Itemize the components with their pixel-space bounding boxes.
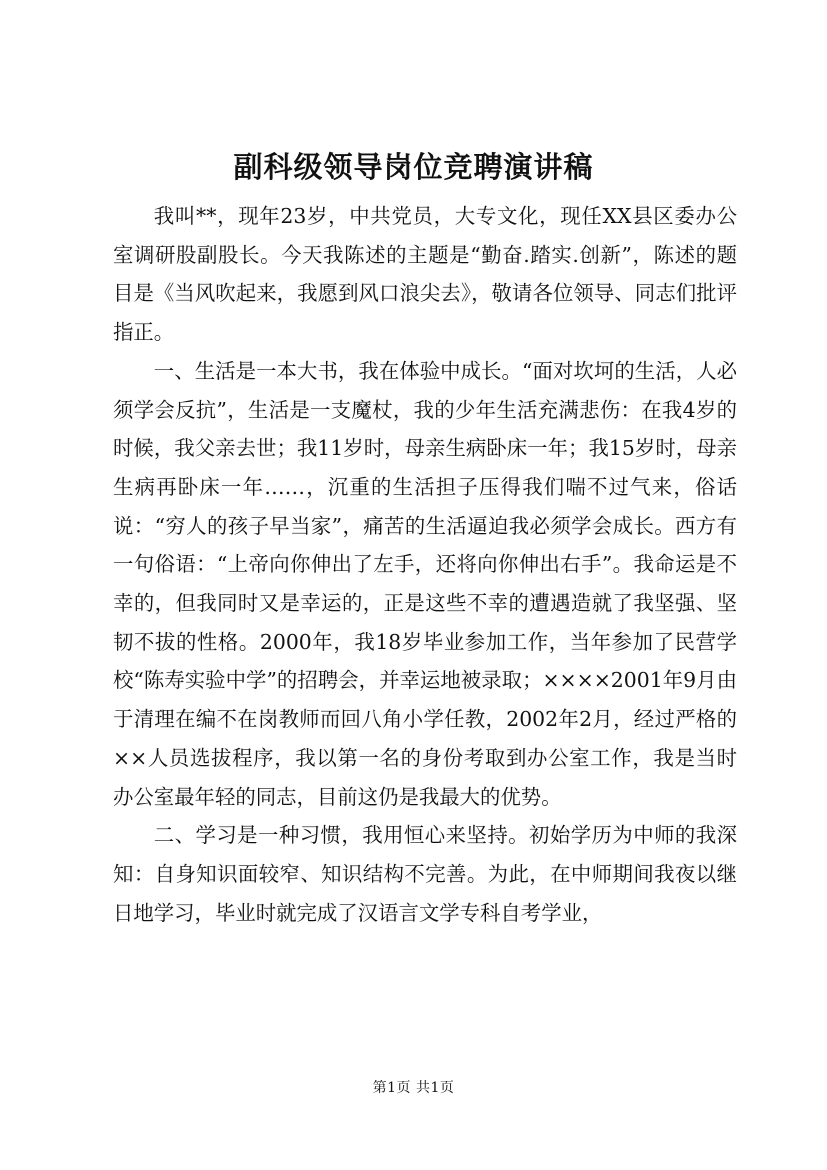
- paragraph-2: 一、生活是一本大书，我在体验中成长。“面对坎坷的生活，人必须学会反抗”，生活是一支魔杖，我的少年生活充满悲伤：在我4岁的时候，我父亲去世；我11岁时，母亲生病卧床一年；我15岁时，母亲生病再卧床一年……，沉重的生活担子压得我们喘不过气来，俗话说：“穷人的孩子早当家”，痛苦的生活逼迫我必须学会成长。西方有一句俗语：“上帝向你伸出了左手，还将向你伸出右手”。我命运是不幸的，但我同时又是幸运的，正是这些不幸的遭遇造就了我坚强、坚韧不拔的性格。2000年，我18岁毕业参加工作，当年参加了民营学校“陈寿实验中学”的招聘会，并幸运地被录取；××××2001年9月由于清理在编不在岗教师而回八角小学任教，2002年2月，经过严格的××人员选拔程序，我以第一名的身份考取到办公室工作，我是当时办公室最年轻的同志，目前这仍是我最大的优势。: [113, 358, 737, 809]
- paragraph-3: 二、学习是一种习惯，我用恒心来坚持。初始学历为中师的我深知：自身知识面较窄、知识结构不完善。为此，在中师期间我夜以继日地学习，毕业时就完成了汉语言文学专科自考学业，: [113, 823, 737, 925]
- page-footer: 第1页 共1页: [372, 1080, 455, 1096]
- document-title: 副科级领导岗位竞聘演讲稿: [233, 150, 594, 184]
- document-body: [113, 197, 737, 932]
- paragraph-1: 我叫**，现年23岁，中共党员，大专文化，现任XX县区委办公室调研股副股长。今天我陈述的主题是“勤奋.踏实.创新”，陈述的题目是《当风吹起来，我愿到风口浪尖去》，敬请各位领导、同志们批评指正。: [113, 204, 737, 345]
